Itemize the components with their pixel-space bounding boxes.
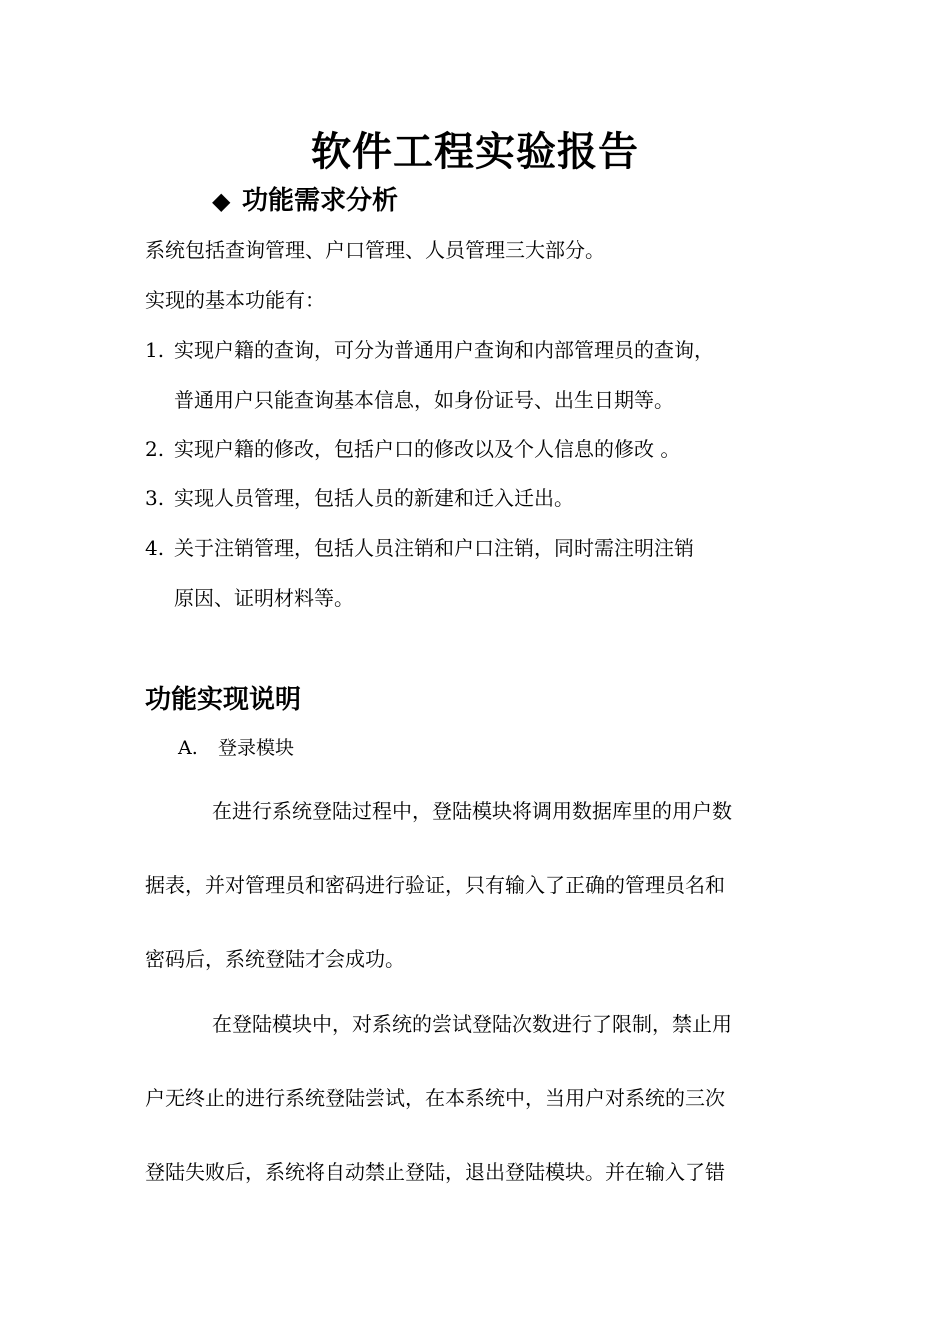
paragraph-2-line-1: 在登陆模块中，对系统的尝试登陆次数进行了限制，禁止用 [212, 1012, 732, 1036]
paragraph-1-line-3: 密码后，系统登陆才会成功。 [145, 947, 405, 971]
list-item-2 [145, 433, 680, 465]
list-item-text: 实现户籍的修改，包括户口的修改以及个人信息的修改 。 [174, 437, 681, 461]
paragraph-2-line-3: 登陆失败后，系统将自动禁止登陆，退出登陆模块。并在输入了错 [145, 1160, 725, 1184]
list-item-text: 关于注销管理，包括人员注销和户口注销，同时需注明注销 [174, 536, 694, 560]
list-item-4-continuation: 原因、证明材料等。 [174, 586, 354, 610]
list-item-text: 实现户籍的查询，可分为普通用户查询和内部管理员的查询， [174, 338, 714, 362]
diamond-bullet-icon: ◆ [212, 187, 231, 215]
paragraph-1-line-1: 在进行系统登陆过程中，登陆模块将调用数据库里的用户数 [212, 799, 732, 823]
page-title: 软件工程实验报告 [311, 129, 639, 175]
list-number: 1. [145, 338, 165, 362]
intro-paragraph: 系统包括查询管理、户口管理、人员管理三大部分。 [145, 238, 605, 262]
list-item-3 [145, 482, 574, 514]
basic-functions-label: 实现的基本功能有： [145, 288, 325, 312]
section-heading-implementation: 功能实现说明 [145, 685, 302, 715]
section-heading-text: 功能需求分析 [242, 186, 399, 216]
paragraph-2-line-2: 户无终止的进行系统登陆尝试，在本系统中，当用户对系统的三次 [145, 1086, 725, 1110]
subsection-login-module [178, 733, 294, 763]
list-number: 2. [145, 437, 165, 461]
list-number: 4. [145, 536, 165, 560]
list-number: 3. [145, 486, 165, 510]
section-heading-requirements [212, 181, 398, 221]
list-item-1 [145, 334, 714, 366]
paragraph-1-line-2: 据表，并对管理员和密码进行验证，只有输入了正确的管理员名和 [145, 873, 725, 897]
list-item-1-continuation: 普通用户只能查询基本信息，如身份证号、出生日期等。 [174, 388, 674, 412]
subsection-label: A. [178, 737, 198, 759]
subsection-title: 登录模块 [218, 737, 295, 759]
list-item-4 [145, 532, 694, 564]
list-item-text: 实现人员管理，包括人员的新建和迁入迁出。 [174, 486, 574, 510]
